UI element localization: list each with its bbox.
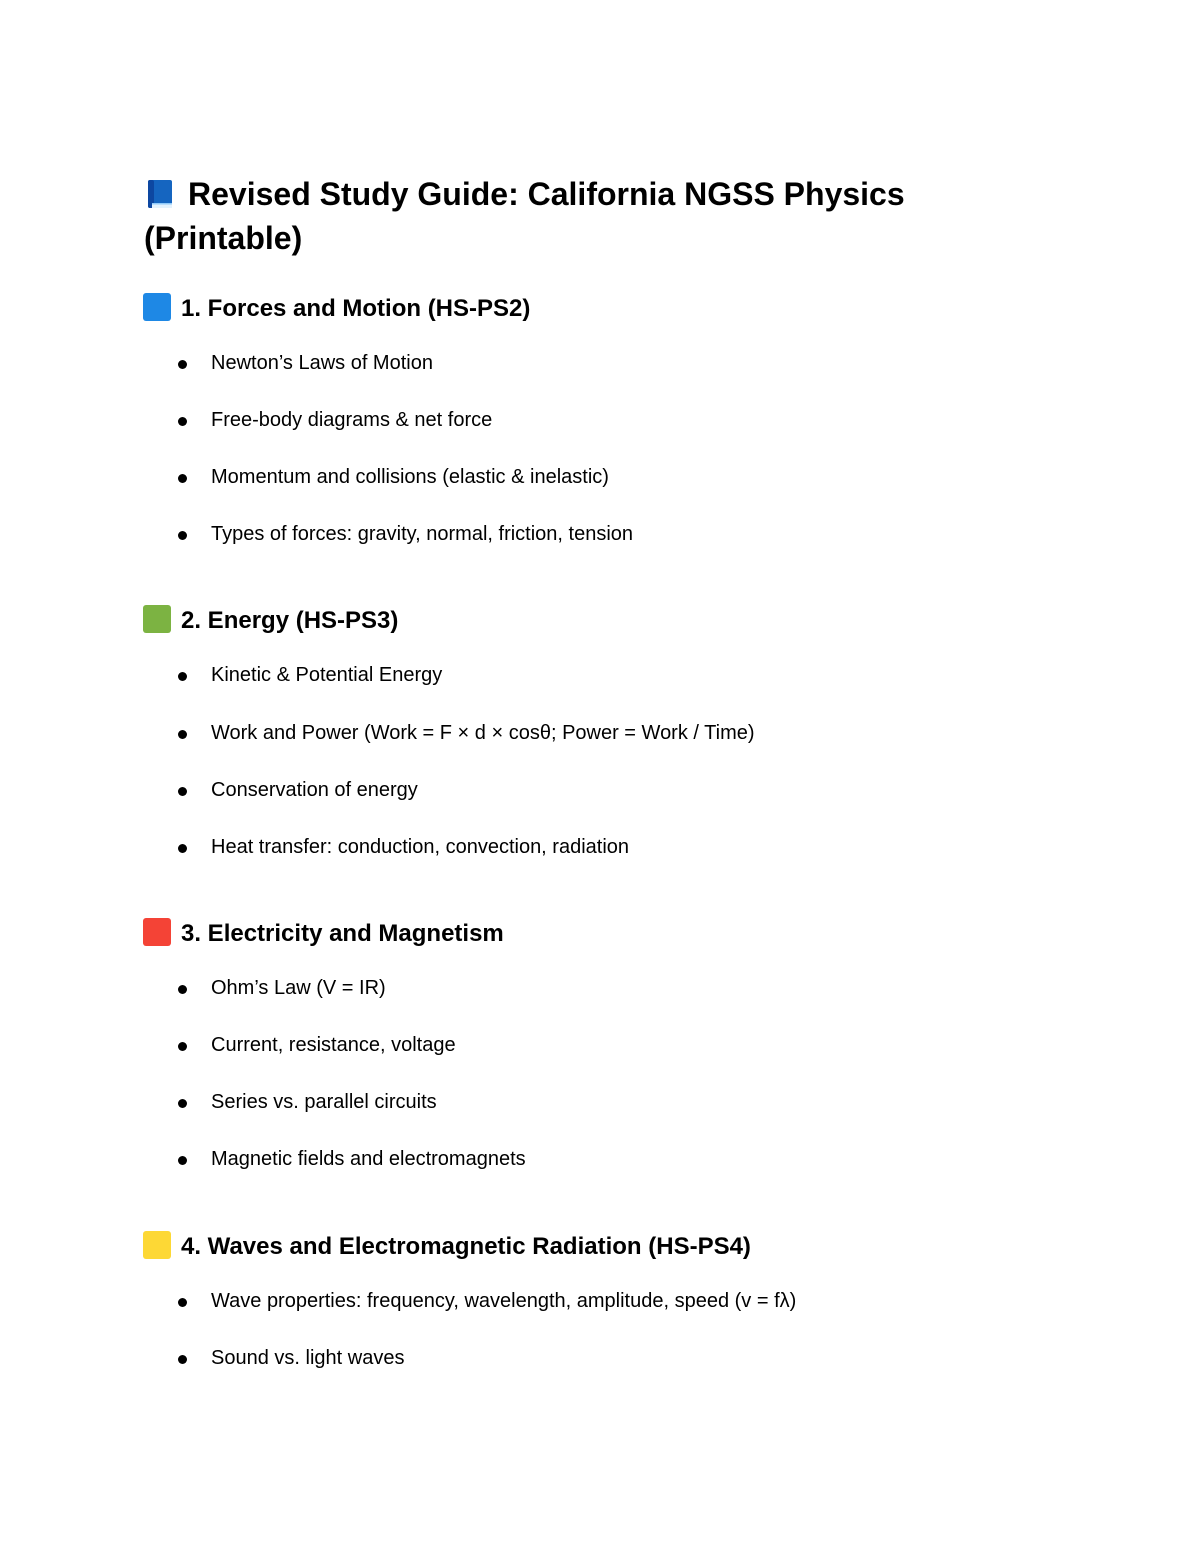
bullet-dot-icon bbox=[178, 985, 187, 994]
bullet-dot-icon bbox=[178, 730, 187, 739]
list-item bbox=[0, 1031, 1000, 1059]
list-item bbox=[0, 1287, 1000, 1315]
list-item bbox=[0, 349, 1000, 377]
section-heading-text: 3. Electricity and Magnetism bbox=[181, 920, 504, 947]
blue-book-icon bbox=[144, 177, 176, 209]
list-item-text: Current, resistance, voltage bbox=[211, 1034, 456, 1056]
bullet-dot-icon bbox=[178, 417, 187, 426]
list-item-text: Series vs. parallel circuits bbox=[211, 1091, 437, 1113]
bullet-dot-icon bbox=[178, 1298, 187, 1307]
list-item bbox=[0, 719, 1000, 747]
list-item-text: Work and Power (Work = F × d × cosθ; Power = Work / Time) bbox=[211, 722, 755, 744]
blue-square-icon bbox=[143, 293, 171, 321]
list-item-text: Momentum and collisions (elastic & inelastic) bbox=[211, 466, 609, 488]
bullet-dot-icon bbox=[178, 672, 187, 681]
list-item-text: Kinetic & Potential Energy bbox=[211, 664, 443, 686]
list-item-text: Heat transfer: conduction, convection, radiation bbox=[211, 836, 630, 858]
bullet-dot-icon bbox=[178, 531, 187, 540]
yellow-square-icon bbox=[143, 1231, 171, 1259]
bullet-dot-icon bbox=[178, 1156, 187, 1165]
document-title-text: Revised Study Guide: California NGSS Physics (Printable) bbox=[144, 176, 905, 256]
section-heading-text: 4. Waves and Electromagnetic Radiation (HS-PS4) bbox=[181, 1233, 751, 1260]
bullet-dot-icon bbox=[178, 844, 187, 853]
section-heading-forces-motion bbox=[143, 293, 530, 324]
bullet-dot-icon bbox=[178, 1355, 187, 1364]
list-item-text: Wave properties: frequency, wavelength, amplitude, speed (v = fλ) bbox=[211, 1290, 797, 1312]
list-item bbox=[0, 406, 1000, 434]
bullet-dot-icon bbox=[178, 360, 187, 369]
list-item-text: Types of forces: gravity, normal, friction, tension bbox=[211, 523, 634, 545]
bullet-dot-icon bbox=[178, 474, 187, 483]
list-item bbox=[0, 661, 1000, 689]
list-item bbox=[0, 1145, 1000, 1173]
section-heading-text: 2. Energy (HS-PS3) bbox=[181, 607, 399, 634]
bullet-dot-icon bbox=[178, 787, 187, 796]
list-item bbox=[0, 776, 1000, 804]
section-heading-waves bbox=[143, 1231, 751, 1262]
green-square-icon bbox=[143, 605, 171, 633]
list-item-text: Conservation of energy bbox=[211, 779, 418, 801]
list-item bbox=[0, 520, 1000, 548]
list-item-text: Free-body diagrams & net force bbox=[211, 409, 493, 431]
list-item-text: Ohm’s Law (V = IR) bbox=[211, 977, 386, 999]
list-item-text: Magnetic fields and electromagnets bbox=[211, 1148, 526, 1170]
bullet-dot-icon bbox=[178, 1099, 187, 1108]
section-heading-text: 1. Forces and Motion (HS-PS2) bbox=[181, 295, 531, 322]
list-item-text: Newton’s Laws of Motion bbox=[211, 352, 433, 374]
list-item bbox=[0, 463, 1000, 491]
section-heading-energy bbox=[143, 605, 398, 636]
document-title bbox=[144, 172, 1044, 260]
red-square-icon bbox=[143, 918, 171, 946]
list-item bbox=[0, 1344, 1000, 1372]
bullet-dot-icon bbox=[178, 1042, 187, 1051]
list-item bbox=[0, 974, 1000, 1002]
list-item-text: Sound vs. light waves bbox=[211, 1347, 405, 1369]
section-heading-electricity-magnetism bbox=[143, 918, 504, 949]
list-item bbox=[0, 833, 1000, 861]
list-item bbox=[0, 1088, 1000, 1116]
